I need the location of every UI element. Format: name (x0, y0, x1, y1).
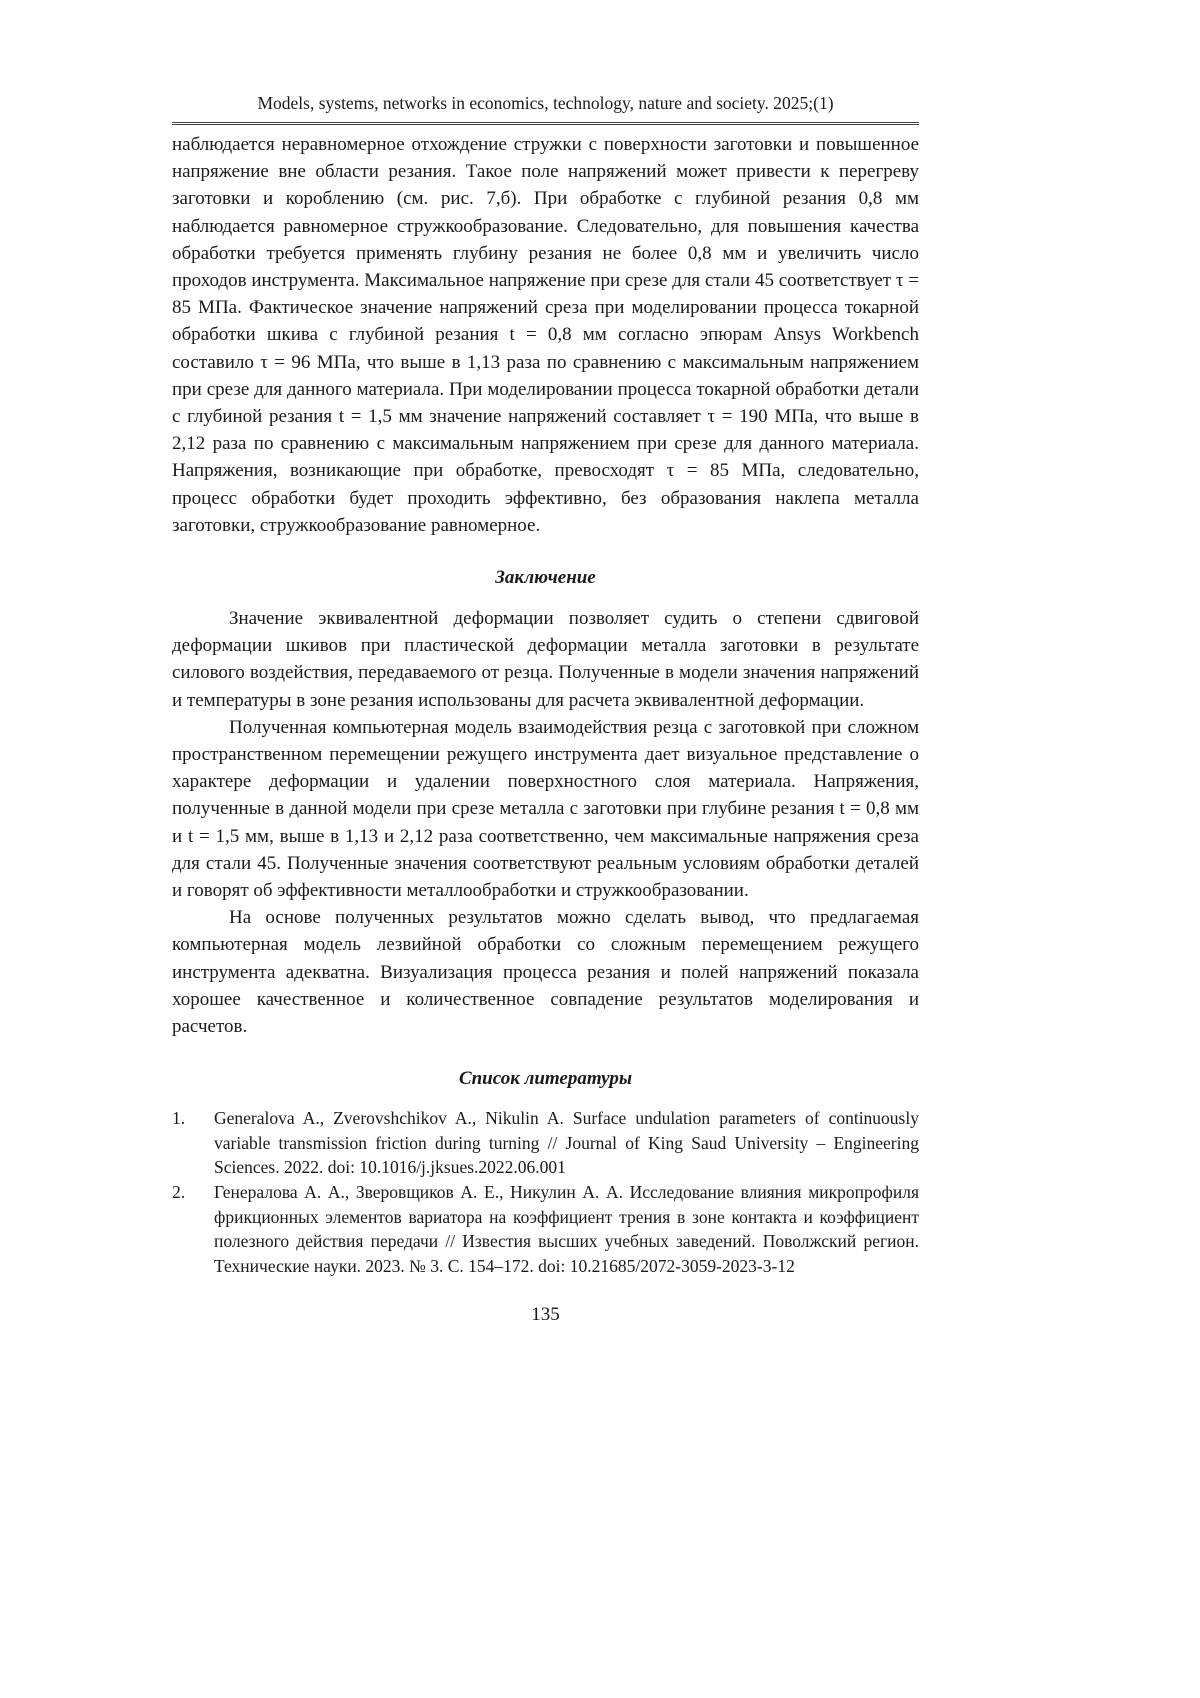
journal-page (172, 90, 919, 1328)
reference-item (172, 1106, 919, 1180)
running-header: Models, systems, networks in economics, technology, nature and society. 2025;(1) (172, 90, 919, 125)
conclusion-paragraph: Значение эквивалентной деформации позволяет судить о степени сдвиговой деформации шкивов при пластической деформации металла заготовки в результате силового воздействия, передаваемого от резца. Полученные в модели значения напряжений и температуры в зоне резания использованы для расчета эквивалентной деформации. (172, 608, 919, 711)
conclusion-paragraph: Полученная компьютерная модель взаимодействия резца с заготовкой при сложном пространственном перемещении режущего инструмента дает визуальное представление о характере деформации и удалении поверхностного слоя материала. Напряжения, полученные в данной модели при срезе металла с заготовки при глубине резания t = 0,8 мм и t = 1,5 мм, выше в 1,13 и 2,12 раза соответственно, чем максимальные напряжения среза для стали 45. Полученные значения соответствуют реальным условиям обработки деталей и говорят об эффективности металлообработки и стружкообразовании. (172, 716, 919, 902)
reference-item (172, 1180, 919, 1278)
reference-number: 1. (172, 1108, 186, 1129)
article-body (172, 131, 919, 1278)
conclusion-heading: Заключение (495, 567, 596, 589)
reference-text: Генералова А. А., Зверовщиков А. Е., Никулин А. А. Исследование влияния микропрофиля фрикционных элементов вариатора на коэффициент трения в зоне контакта и коэффициент полезного действия передачи // Известия высших учебных заведений. Поволжский регион. Технические науки. 2023. № 3. С. 154–172. doi: 10.21685/2072-3059-2023-3-12 (214, 1182, 919, 1276)
reference-number: 2. (172, 1182, 186, 1203)
references-heading: Список литературы (458, 1068, 633, 1090)
reference-text: Generalova A., Zverovshchikov A., Nikulin A. Surface undulation parameters of continuously variable transmission friction during turning // Journal of King Saud University – Engineering Sciences. 2022. doi: 10.1016/j.jksues.2022.06.001 (214, 1108, 919, 1178)
reference-list (172, 1106, 919, 1278)
conclusion-paragraph: На основе полученных результатов можно сделать вывод, что предлагаемая компьютерная модель лезвийной обработки со сложным перемещением режущего инструмента адекватна. Визуализация процесса резания и полей напряжений показала хорошее качественное и количественное совпадение результатов моделирования и расчетов. (172, 907, 919, 1038)
page-number: 135 (531, 1304, 560, 1326)
body-paragraph: наблюдается неравномерное отхождение стружки с поверхности заготовки и повышенное напряжение вне области резания. Такое поле напряжений может привести к перегреву заготовки и короблению (см. рис. 7,б). При обработке с глубиной резания 0,8 мм наблюдается равномерное стружкообразование. Следовательно, для повышения качества обработки требуется применять глубину резания не более 0,8 мм и увеличить число проходов инструмента. Максимальное напряжение при срезе для стали 45 соответствует τ = 85 МПа. Фактическое значение напряжений среза при моделировании процесса токарной обработки шкива с глубиной резания t = 0,8 мм согласно эпюрам Ansys Workbench составило τ = 96 МПа, что выше в 1,13 раза по сравнению с максимальным напряжением при срезе для данного материала. При моделировании процесса токарной обработки детали с глубиной резания t = 1,5 мм значение напряжений составляет τ = 190 МПа, что выше в 2,12 раза по сравнению с максимальным напряжением при срезе для данного материала. Напряжения, возникающие при обработке, превосходят τ = 85 МПа, следовательно, процесс обработки будет проходить эффективно, без образования наклепа металла заготовки, стружкообразование равномерное. (172, 134, 919, 536)
